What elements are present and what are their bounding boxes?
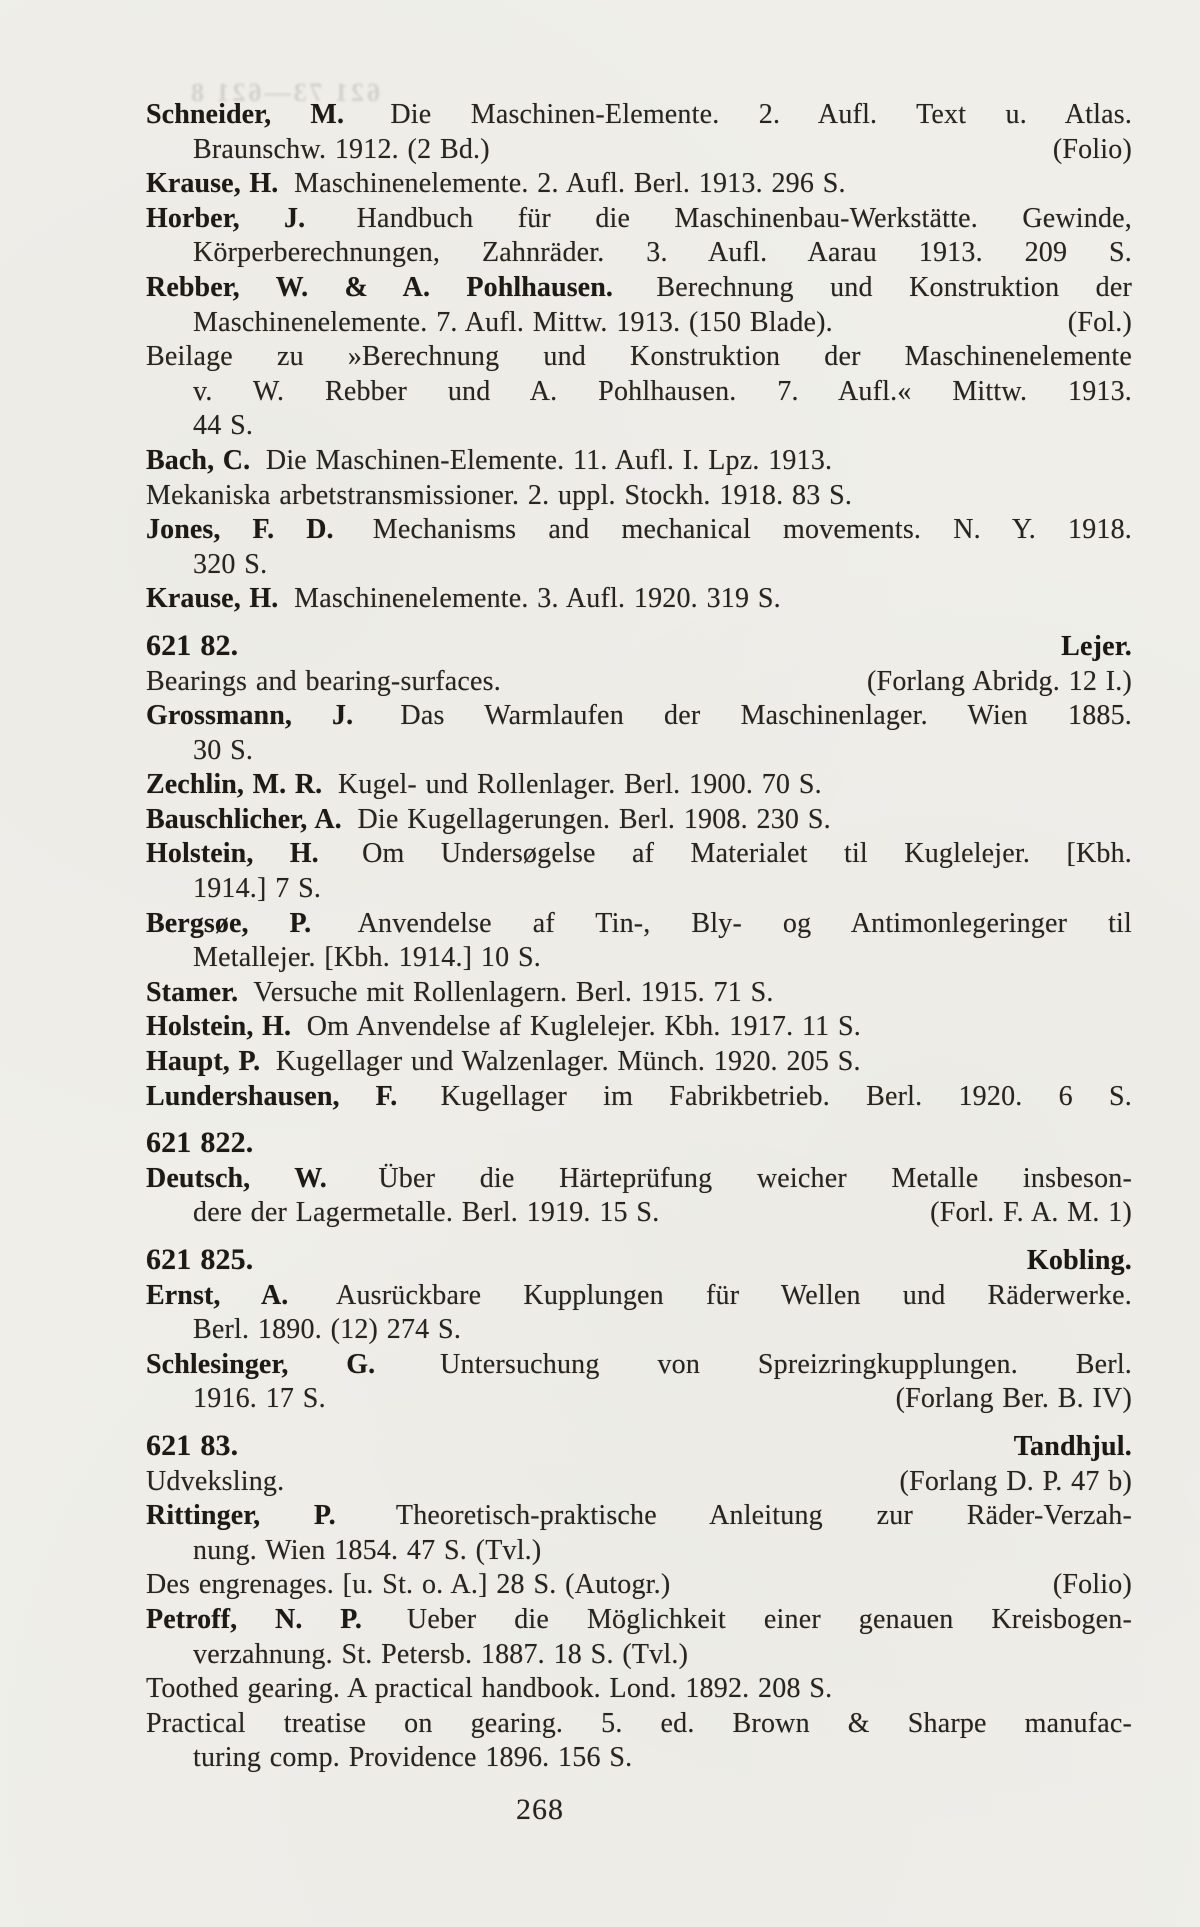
- bib-entry-line: [146, 409, 1132, 444]
- udc-number: [146, 1126, 260, 1159]
- entry-author: Jones, F. D.: [146, 514, 334, 546]
- entry-side-note: (Folio): [1052, 133, 1132, 165]
- entry-author: Bauschlicher, A.: [146, 803, 342, 835]
- entry-side-note: (Forlang Ber. B. IV): [895, 1383, 1132, 1415]
- entry-author: Haupt, P.: [146, 1046, 261, 1078]
- entry-text: Mekaniska arbetstransmissioner. 2. uppl. Stockh. 1918. 83 S.: [146, 479, 853, 511]
- entry-left: [193, 1196, 659, 1231]
- entry-left: [193, 1314, 461, 1345]
- entry-text: Beilage zu »Berechnung und Konstruktion der Maschinenelemente: [146, 341, 1132, 373]
- entry-text: v. W. Rebber und A. Pohlhausen. 7. Aufl.« Mittw. 1913.: [193, 375, 1132, 407]
- bleed-through-text: 621 73—621 8: [188, 78, 380, 107]
- bib-entry-line: [146, 734, 1132, 769]
- entry-left: [193, 410, 253, 441]
- entry-text: 1914.] 7 S.: [193, 873, 322, 905]
- entry-text: 30 S.: [193, 734, 254, 766]
- entry-author: Horber, J.: [146, 202, 306, 234]
- bib-entry-line: [146, 1741, 1132, 1776]
- bib-entry-line: [146, 872, 1132, 907]
- bib-entry-line: [146, 1568, 1132, 1603]
- bib-entry-line: [146, 1638, 1132, 1673]
- entry-text: Theoretisch-praktische Anleitung zur Räder-Verzah-: [395, 1500, 1132, 1532]
- entry-text: Metallejer. [Kbh. 1914.] 10 S.: [193, 942, 541, 974]
- entry-left: [146, 1568, 670, 1603]
- entry-text: Practical treatise on gearing. 5. ed. Brown & Sharpe manufac-: [146, 1707, 1132, 1739]
- bib-entry-line: [146, 167, 1132, 202]
- entry-text: Ueber die Möglichkeit einer genauen Kreisbogen-: [406, 1603, 1132, 1635]
- entry-text: Maschinenelemente. 3. Aufl. 1920. 319 S.: [294, 583, 781, 615]
- entry-text: Kugellager im Fabrikbetrieb. Berl. 1920. 6 S.: [440, 1080, 1133, 1112]
- entry-text: Die Maschinen-Elemente. 11. Aufl. I. Lpz. 1913.: [265, 444, 833, 476]
- entry-left: [146, 583, 781, 614]
- bib-entry-line: [146, 976, 1132, 1011]
- entry-text: 1916. 17 S.: [193, 1383, 326, 1415]
- entry-author: Holstein, H.: [146, 838, 319, 870]
- entry-left: [146, 1280, 1132, 1311]
- bib-entry-line: [146, 1348, 1132, 1383]
- bib-entry-line: [146, 306, 1132, 341]
- entry-text: Braunschw. 1912. (2 Bd.): [193, 133, 490, 165]
- entry-side-note: (Forlang D. P. 47 b): [899, 1465, 1132, 1497]
- entry-left: [146, 1465, 284, 1500]
- entry-left: [193, 1639, 688, 1670]
- entry-author: Schneider, M.: [146, 99, 345, 130]
- entry-side-note: (Folio): [1052, 1569, 1132, 1601]
- entry-left: [146, 665, 501, 700]
- bib-entry-line: [146, 271, 1132, 306]
- entry-left: [146, 1604, 1132, 1635]
- entry-author: Deutsch, W.: [146, 1162, 327, 1194]
- entry-author: Bergsøe, P.: [146, 907, 312, 939]
- udc-number: [146, 1429, 245, 1464]
- subject-label: Tandhjul.: [1013, 1430, 1132, 1462]
- entry-text: Toothed gearing. A practical handbook. Lond. 1892. 208 S.: [146, 1673, 833, 1705]
- bib-entry-line: [146, 513, 1132, 548]
- entry-text: Das Warmlaufen der Maschinenlager. Wien 1885.: [400, 700, 1132, 732]
- entry-left: [193, 549, 267, 580]
- bib-entry-line: [146, 1313, 1132, 1348]
- entry-text: Untersuchung von Spreizringkupplungen. Berl.: [440, 1348, 1132, 1380]
- bib-entry-line: [146, 1080, 1132, 1115]
- entry-left: [193, 735, 253, 766]
- entry-left: [146, 1349, 1132, 1380]
- bibliography: [146, 98, 1132, 1776]
- entry-text: 44 S.: [193, 410, 254, 442]
- bib-entry-line: [146, 444, 1132, 479]
- bib-entry-line: [146, 202, 1132, 237]
- entry-text: Berl. 1890. (12) 274 S.: [193, 1314, 462, 1346]
- entry-left: [146, 1673, 832, 1704]
- entry-left: [146, 1046, 861, 1077]
- entry-left: [193, 873, 321, 904]
- entry-author: Zechlin, M. R.: [146, 769, 323, 801]
- entry-left: [193, 306, 833, 341]
- entry-side-note: (Forlang Abridg. 12 I.): [867, 665, 1132, 697]
- entry-text: Anvendelse af Tin-, Bly- og Antimonlegeringer til: [357, 907, 1133, 939]
- entry-left: [193, 133, 490, 168]
- entry-left: [193, 942, 541, 973]
- entry-text: 320 S.: [193, 548, 268, 580]
- entry-author: Schlesinger, G.: [146, 1348, 376, 1380]
- entry-left: [193, 1742, 632, 1773]
- page-number: 268: [516, 1793, 564, 1826]
- entry-side-note: (Fol.): [1067, 306, 1132, 338]
- bib-entry-line: [146, 1707, 1132, 1742]
- entry-author: Lundershausen, F.: [146, 1080, 398, 1112]
- entry-author: Rittinger, P.: [146, 1500, 336, 1532]
- bib-entry-line: [146, 1162, 1132, 1197]
- entry-text: Über die Härteprüfung weicher Metalle insbeson-: [378, 1162, 1133, 1194]
- entry-text: Kugel- und Rollenlager. Berl. 1900. 70 S.: [338, 769, 822, 801]
- bib-entry-line: [146, 1499, 1132, 1534]
- bib-entry-line: [146, 1534, 1132, 1569]
- udc-number: [146, 1243, 260, 1278]
- bib-entry-line: [146, 837, 1132, 872]
- entry-left: [146, 1163, 1132, 1194]
- udc-number-text: 621 822.: [146, 1126, 254, 1160]
- entry-text: Handbuch für die Maschinenbau-Werkstätte. Gewinde,: [356, 202, 1132, 234]
- bib-entry-line: [146, 768, 1132, 803]
- subject-label: Lejer.: [1061, 630, 1132, 662]
- bib-entry-line: [146, 1603, 1132, 1638]
- entry-author: Petroff, N. P.: [146, 1603, 362, 1635]
- udc-number: [146, 629, 245, 664]
- entry-text: nung. Wien 1854. 47 S. (Tvl.): [193, 1534, 542, 1566]
- subject-label: Kobling.: [1026, 1245, 1132, 1276]
- bib-entry-line: [146, 1465, 1132, 1500]
- class-heading-line: [146, 1243, 1132, 1279]
- entry-text: Ausrückbare Kupplungen für Wellen und Räderwerke.: [336, 1279, 1133, 1311]
- entry-left: [146, 1708, 1132, 1739]
- entry-left: [146, 99, 1132, 130]
- entry-left: [193, 237, 1132, 268]
- bib-entry-line: [146, 375, 1132, 410]
- class-heading-line: [146, 1429, 1132, 1465]
- entry-author: Bach, C.: [146, 444, 251, 476]
- entry-left: [146, 514, 1132, 545]
- entry-left: [146, 1500, 1132, 1531]
- bib-entry-line: [146, 98, 1132, 133]
- bib-entry-line: [146, 665, 1132, 700]
- entry-text: Om Anvendelse af Kuglelejer. Kbh. 1917. 11 S.: [306, 1011, 862, 1043]
- bib-entry-line: [146, 1672, 1132, 1707]
- entry-text: Bearings and bearing-surfaces.: [146, 665, 501, 697]
- entry-side-note: (Forl. F. A. M. 1): [930, 1197, 1132, 1229]
- bib-entry-line: [146, 803, 1132, 838]
- entry-author: Krause, H.: [146, 168, 279, 200]
- bib-entry-line: [146, 699, 1132, 734]
- entry-text: Versuche mit Rollenlagern. Berl. 1915. 71 S.: [253, 976, 774, 1008]
- bib-entry-line: [146, 548, 1132, 583]
- udc-number-text: 621 82.: [146, 628, 239, 662]
- entry-text: Kugellager und Walzenlager. Münch. 1920. 205 S.: [275, 1046, 861, 1078]
- udc-number-text: 621 83.: [146, 1428, 239, 1462]
- entry-left: [193, 1382, 326, 1417]
- bib-entry-line: [146, 941, 1132, 976]
- entry-left: [146, 341, 1132, 372]
- entry-left: [146, 272, 1132, 303]
- entry-author: Rebber, W. & A. Pohlhausen.: [146, 271, 613, 303]
- bib-entry-line: [146, 1045, 1132, 1080]
- udc-number-text: 621 825.: [146, 1243, 254, 1276]
- bib-entry-line: [146, 1010, 1132, 1045]
- entry-text: Mechanisms and mechanical movements. N. Y. 1918.: [372, 514, 1132, 546]
- entry-text: Körperberechnungen, Zahnräder. 3. Aufl. Aarau 1913. 209 S.: [193, 237, 1132, 269]
- entry-left: [146, 977, 774, 1008]
- bib-entry-line: [146, 907, 1132, 942]
- entry-text: Udveksling.: [146, 1465, 285, 1497]
- entry-text: Berechnung und Konstruktion der: [656, 271, 1133, 303]
- entry-author: Grossmann, J.: [146, 700, 354, 732]
- entry-left: [146, 838, 1132, 869]
- entry-text: Des engrenages. [u. St. o. A.] 28 S. (Autogr.): [146, 1569, 671, 1601]
- entry-left: [146, 804, 831, 835]
- bib-entry-line: [146, 1196, 1132, 1231]
- entry-left: [146, 908, 1132, 939]
- bib-entry-line: [146, 236, 1132, 271]
- entry-left: [193, 1535, 541, 1566]
- bib-entry-line: [146, 582, 1132, 617]
- entry-author: Holstein, H.: [146, 1011, 292, 1043]
- entry-left: [146, 1081, 1132, 1112]
- bib-entry-line: [146, 340, 1132, 375]
- bib-entry-line: [146, 1279, 1132, 1314]
- entry-left: [146, 769, 822, 800]
- entry-left: [146, 700, 1132, 731]
- entry-author: Ernst, A.: [146, 1279, 289, 1311]
- entry-text: Die Maschinen-Elemente. 2. Aufl. Text u. Atlas.: [390, 99, 1133, 130]
- entry-text: Maschinenelemente. 2. Aufl. Berl. 1913. 296 S.: [294, 168, 846, 200]
- entry-text: Die Kugellagerungen. Berl. 1908. 230 S.: [357, 803, 831, 835]
- entry-left: [146, 480, 852, 511]
- entry-author: Krause, H.: [146, 583, 279, 615]
- class-heading-line: [146, 629, 1132, 665]
- entry-left: [146, 1011, 861, 1042]
- bib-entry-line: [146, 479, 1132, 514]
- bib-entry-line: [146, 133, 1132, 168]
- entry-text: Maschinenelemente. 7. Aufl. Mittw. 1913. (150 Blade).: [193, 306, 833, 338]
- entry-left: [146, 445, 832, 476]
- entry-text: verzahnung. St. Petersb. 1887. 18 S. (Tvl.): [193, 1638, 689, 1670]
- entry-author: Stamer.: [146, 976, 239, 1008]
- entry-left: [146, 168, 846, 199]
- entry-left: [146, 203, 1132, 234]
- class-heading-line: [146, 1126, 1132, 1162]
- entry-text: Om Undersøgelse af Materialet til Kuglelejer. [Kbh.: [362, 838, 1133, 870]
- entry-text: dere der Lagermetalle. Berl. 1919. 15 S.: [193, 1197, 660, 1229]
- entry-text: turing comp. Providence 1896. 156 S.: [193, 1742, 633, 1774]
- bib-entry-line: [146, 1382, 1132, 1417]
- entry-left: [193, 376, 1132, 407]
